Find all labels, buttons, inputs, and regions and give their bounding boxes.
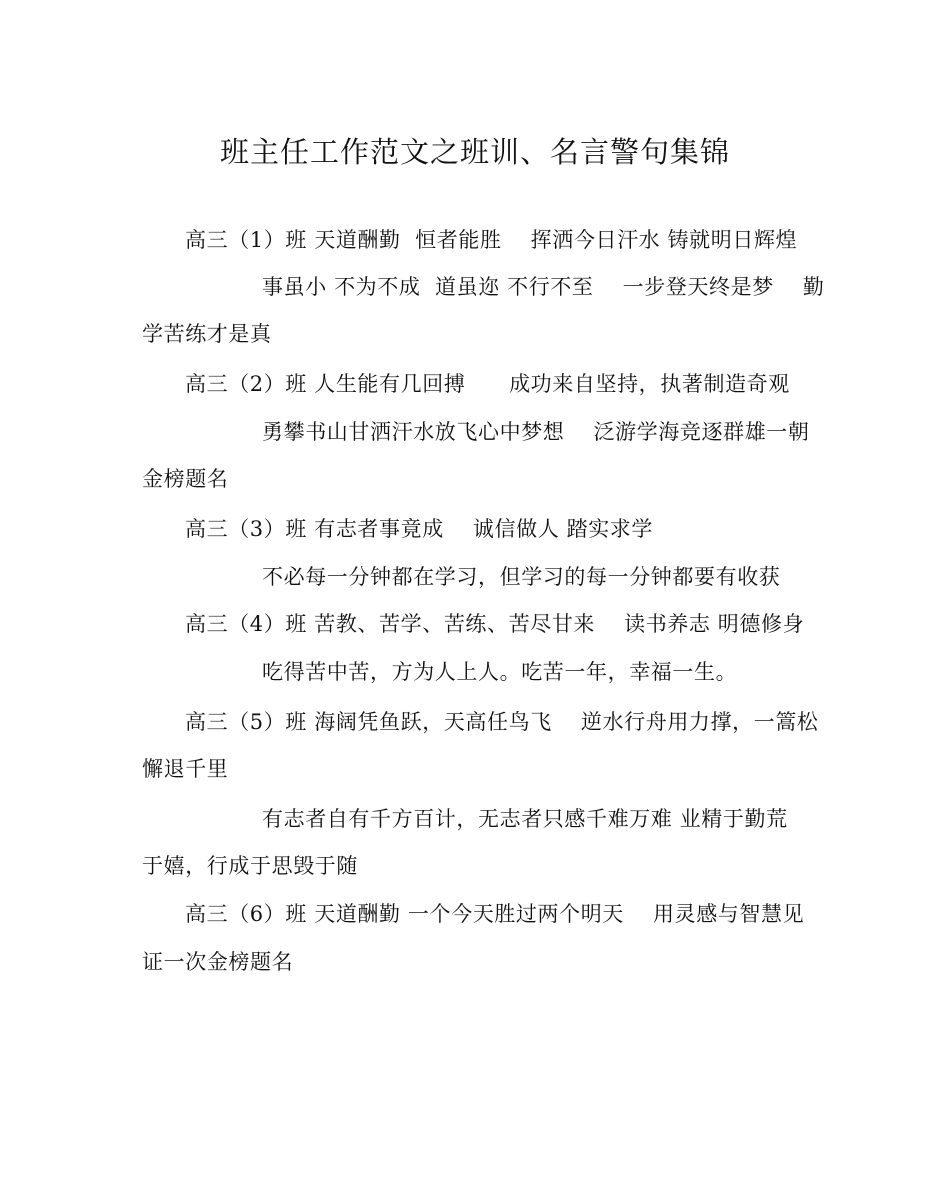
text-line: 高三（3）班 有志者事竟成 诚信做人 踏实求学 [185, 517, 654, 541]
text-line: 事虽小 不为不成 道虽迩 不行不至 一步登天终是梦 勤 [262, 275, 825, 299]
text-line: 高三（1）班 天道酬勤 恒者能胜 挥洒今日汗水 铸就明日辉煌 [185, 228, 798, 252]
page-title: 班主任工作范文之班训、名言警句集锦 [219, 135, 730, 169]
text-line: 金榜题名 [142, 467, 229, 491]
text-line: 不必每一分钟都在学习，但学习的每一分钟都要有收获 [262, 565, 781, 589]
text-line: 高三（5）班 海阔凭鱼跃，天高任鸟飞 逆水行舟用力撑，一篙松 [185, 710, 819, 734]
text-line: 证一次金榜题名 [142, 950, 294, 974]
text-line: 勇攀书山甘洒汗水放飞心中梦想 泛游学海竞逐群雄一朝 [262, 420, 810, 444]
text-line: 高三（4）班 苦教、苦学、苦练、苦尽甘来 读书养志 明德修身 [185, 612, 805, 636]
text-line: 高三（6）班 天道酬勤 一个今天胜过两个明天 用灵感与智慧见 [185, 902, 805, 926]
text-line: 有志者自有千方百计，无志者只感千难万难 业精于勤荒 [262, 807, 788, 831]
text-line: 高三（2）班 人生能有几回搏 成功来自坚持，执著制造奇观 [185, 372, 790, 396]
text-line: 懈退千里 [142, 757, 229, 781]
text-line: 吃得苦中苦，方为人上人。吃苦一年，幸福一生。 [262, 660, 738, 684]
text-line: 学苦练才是真 [142, 322, 272, 346]
text-line: 于嬉，行成于思毁于随 [142, 854, 358, 878]
